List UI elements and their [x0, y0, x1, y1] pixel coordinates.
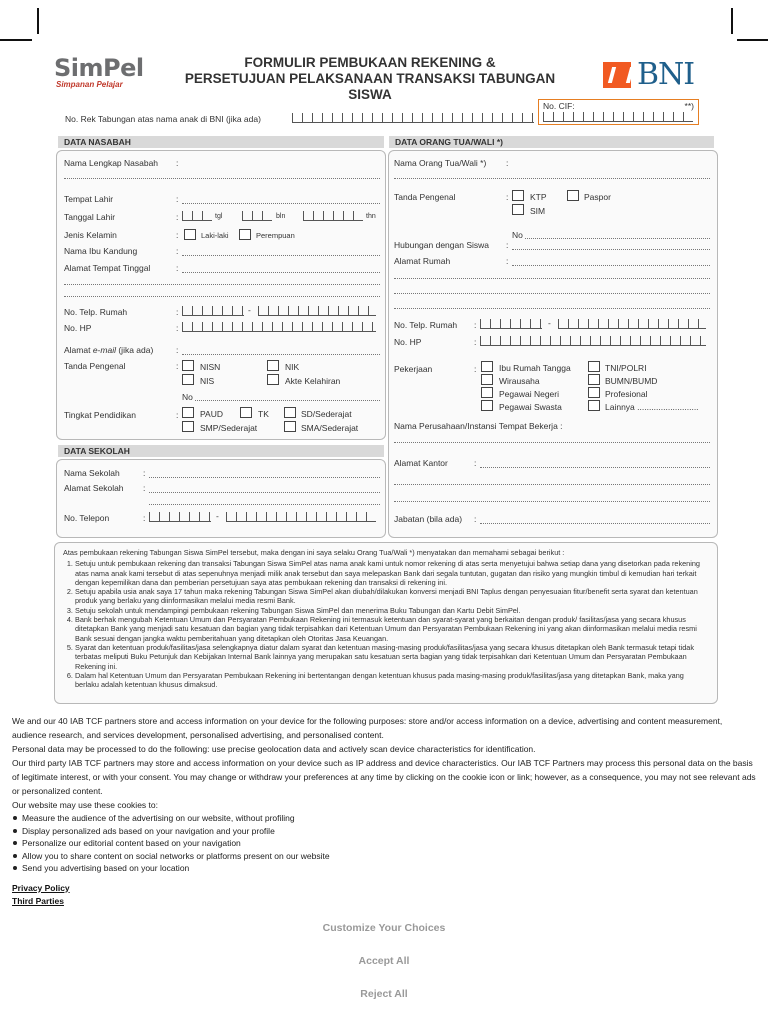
alamat-kantor-line-3[interactable]: [394, 501, 710, 502]
checkbox-sd[interactable]: [284, 407, 296, 418]
terms-item: 5. Syarat dan ketentuan produk/fasilitas/jasa selengkapnya diatur dalam syarat dan ketentuan masing-masing produk/fasilitas/jasa yang secara khusus ditetapkan oleh Bank termasuk tetapi tidak terbatas meliputi Buku Petunjuk dan Kebijakan Internal Bank lainnya yang merupakan satu kesatuan serta bagian yang tidak terpisahkan dari Ketentuan Umum dan Persyaratan Pembukaan Rekening ini.: [75, 643, 709, 671]
tni-label: TNI/POLRI: [605, 363, 647, 373]
colon: :: [506, 240, 509, 250]
crop-mark: [0, 39, 32, 41]
colon: :: [506, 192, 509, 202]
checkbox-akte[interactable]: [267, 374, 279, 385]
colon: :: [474, 514, 477, 524]
alamat-rumah-input[interactable]: [512, 265, 710, 266]
colon: :: [143, 513, 146, 523]
colon: :: [143, 483, 146, 493]
telp-rumah-area[interactable]: [182, 306, 244, 316]
crop-mark: [731, 8, 733, 34]
laki-label: Laki-laki: [201, 231, 229, 240]
crop-mark: [737, 39, 768, 41]
checkbox-irt[interactable]: [481, 361, 493, 372]
lainnya-label: Lainnya ..........................: [605, 402, 699, 412]
consent-paragraph: Our third party IAB TCF partners may store and access information on your device such as IP address and device characteristics. Our IAB TCF Partners may process this personal data on the basis of legitimate interest, or with your consent. You may change or withdraw your preferences at any time by clicking on the cookie icon or link; however, as a consequence, you may not see relevant ads or personalized content.: [12, 758, 756, 796]
thn-input[interactable]: [303, 211, 363, 221]
nik-label: NIK: [285, 362, 300, 372]
alamat-sekolah-input[interactable]: [149, 492, 380, 493]
hp-input[interactable]: [182, 322, 376, 332]
checkbox-bumn[interactable]: [588, 374, 600, 385]
terms-list: [63, 559, 709, 689]
label-tanda-pengenal-ortu: Tanda Pengenal: [394, 192, 456, 202]
terms-item: 2. Setuju apabila usia anak saya 17 tahun maka rekening Tabungan Siswa SimPel akan diubah/dilakukan konversi menjadi BNI Taplus dengan penyesuaian fitur/benefit serta syarat dan ketentuan produk yang berlaku yang diinformasikan melalui media resmi Bank.: [75, 587, 709, 606]
checkbox-nis[interactable]: [182, 374, 194, 385]
label-ibu-kandung: Nama Ibu Kandung: [64, 246, 138, 256]
consent-purpose-list: [12, 812, 756, 875]
colon: :: [474, 337, 477, 347]
cif-suffix: **): [684, 101, 694, 111]
colon: :: [506, 158, 509, 168]
checkbox-nik[interactable]: [267, 360, 279, 371]
telepon-sekolah-area[interactable]: [149, 512, 211, 522]
email-suffix: (jika ada): [115, 345, 154, 355]
alamat-rumah-line-4[interactable]: [394, 308, 710, 309]
consent-purpose-item: Measure the audience of the advertising on our website, without profiling: [12, 812, 756, 825]
consent-paragraph: We and our 40 IAB TCF partners store and access information on your device for the following purposes: store and/or access information on a device, advertising and content measurement, audience research, and services development, personalised advertising, and personalised content.: [12, 716, 723, 740]
alamat-input[interactable]: [182, 272, 380, 273]
cif-box: [538, 99, 699, 125]
label-tanda-pengenal: Tanda Pengenal: [64, 361, 126, 371]
accept-all-button[interactable]: Accept All: [0, 955, 768, 967]
dash: -: [216, 511, 219, 521]
checkbox-perempuan[interactable]: [239, 229, 251, 240]
label-alamat: Alamat Tempat Tinggal: [64, 263, 151, 273]
label-nama-nasabah: Nama Lengkap Nasabah: [64, 158, 159, 168]
perusahaan-input[interactable]: [394, 442, 710, 443]
telepon-sekolah-input[interactable]: [226, 512, 376, 522]
rek-label: No. Rek Tabungan atas nama anak di BNI (jika ada): [65, 114, 261, 124]
alamat-line-2[interactable]: [64, 284, 380, 285]
bln-input[interactable]: [242, 211, 272, 221]
wirausaha-label: Wirausaha: [499, 376, 540, 386]
form-title-line2: PERSETUJUAN PELAKSANAAN TRANSAKSI TABUNGAN SISWA: [184, 71, 556, 102]
swasta-label: Pegawai Swasta: [499, 402, 562, 412]
bln-label: bln: [276, 213, 286, 220]
nama-sekolah-input[interactable]: [149, 477, 380, 478]
colon: :: [474, 320, 477, 330]
colon: :: [176, 194, 179, 204]
ibu-kandung-input[interactable]: [182, 255, 380, 256]
checkbox-profesional[interactable]: [588, 387, 600, 398]
colon: :: [176, 246, 179, 256]
label-email: [64, 345, 153, 355]
bni-logo-text: BNI: [637, 57, 695, 92]
colon: :: [176, 323, 179, 333]
nama-nasabah-line[interactable]: [64, 178, 380, 179]
checkbox-tk[interactable]: [240, 407, 252, 418]
sim-label: SIM: [530, 206, 546, 216]
label-hp-ortu: No. HP: [394, 337, 422, 347]
label-nama-ortu: Nama Orang Tua/Wali *): [394, 158, 487, 168]
terms-item: 3. Setuju sekolah untuk mendampingi pembukaan rekening Tabungan Siswa SimPel dan menerima Buku Tabungan dan Kartu Debit SimPel.: [75, 606, 709, 615]
colon: :: [506, 256, 509, 266]
no-pengenal-label: No: [182, 392, 193, 402]
terms-intro: Atas pembukaan rekening Tabungan Siswa SimPel tersebut, maka dengan ini saya selaku Orang Tua/Wali *) menyatakan dan memahami sebagai berikut :: [63, 548, 565, 557]
cookie-consent-panel: [0, 704, 768, 1024]
checkbox-tni[interactable]: [588, 361, 600, 372]
tgl-label: tgl: [215, 213, 223, 220]
consent-paragraph: Personal data may be processed to do the following: use precise geolocation data and actively scan device characteristics for identification.: [12, 744, 536, 754]
privacy-policy-link[interactable]: Privacy Policy: [12, 882, 70, 893]
label-alamat-sekolah: Alamat Sekolah: [64, 483, 124, 493]
label-telepon-sekolah: No. Telepon: [64, 513, 110, 523]
telp-rumah-ortu-area[interactable]: [480, 319, 542, 329]
checkbox-paspor[interactable]: [567, 190, 579, 201]
profesional-label: Profesional: [605, 389, 648, 399]
alamat-line-3[interactable]: [64, 296, 380, 297]
checkbox-paud[interactable]: [182, 407, 194, 418]
alamat-sekolah-line-2[interactable]: [149, 504, 380, 505]
checkbox-ktp[interactable]: [512, 190, 524, 201]
checkbox-wirausaha[interactable]: [481, 374, 493, 385]
colon: :: [176, 212, 179, 222]
colon: :: [176, 361, 179, 371]
irt-label: Ibu Rumah Tangga: [499, 363, 571, 373]
dash: -: [548, 318, 551, 328]
colon: :: [176, 158, 179, 168]
dash: -: [248, 305, 251, 315]
label-telp-rumah: No. Telp. Rumah: [64, 307, 128, 317]
label-alamat-rumah: Alamat Rumah: [394, 256, 451, 266]
consent-paragraph: Our website may use these cookies to:: [12, 800, 158, 810]
tempat-lahir-input[interactable]: [182, 203, 380, 204]
bumn-label: BUMN/BUMD: [605, 376, 658, 386]
label-pekerjaan: Pekerjaan: [394, 364, 433, 374]
crop-mark: [37, 8, 39, 34]
label-jenis-kelamin: Jenis Kelamin: [64, 230, 117, 240]
terms-item: 4. Bank berhak mengubah Ketentuan Umum dan Persyaratan Pembukaan Rekening ini termasuk ketentuan dan syarat-syarat yang berkaitan dengan produk/ fasilitas/jasa yang secara khusus ditetapkan Bank yang menjadi satu kesatuan dan bagian yang tidak terpisahkan dari Ketentuan Umum dan Persyaratan Pembukaan Rekening ini yang akan diinformasikan melalui media resmi Bank sesuai dengan jangka waktu pemberitahuan yang ditetapkan oleh Otoritas Jasa Keuangan.: [75, 615, 709, 643]
customize-choices-button[interactable]: Customize Your Choices: [0, 922, 768, 934]
checkbox-sim[interactable]: [512, 204, 524, 215]
checkbox-swasta[interactable]: [481, 400, 493, 411]
checkbox-sma[interactable]: [284, 421, 296, 432]
terms-item: 1. Setuju untuk pembukaan rekening dan transaksi Tabungan Siswa SimPel atas nama anak kami untuk nomor rekening di atas serta menyetujui bahwa setiap dana yang disetorkan pada rekening atas nama anak kami tersebut di atas sepenuhnya menjadi milik anak tersebut dan saya melepaskan Bank dari segala tuntutan, gugatan dan risiko yang mungkin timbul di kemudian hari terkait dengan kepemilikan dana dan pemberian persetujuan saya atas pembukaan rekening dan transaksi di rekening ini.: [75, 559, 709, 587]
cif-label: No. CIF:: [543, 101, 575, 111]
colon: :: [176, 307, 179, 317]
consent-purpose-item: Personalize our editorial content based on your navigation: [12, 837, 756, 850]
colon: :: [176, 410, 179, 420]
hubungan-input[interactable]: [512, 249, 710, 250]
ktp-label: KTP: [530, 192, 547, 202]
telp-rumah-input[interactable]: [258, 306, 376, 316]
alamat-rumah-line-3[interactable]: [394, 293, 710, 294]
pns-label: Pegawai Negeri: [499, 389, 560, 399]
cif-input[interactable]: [543, 112, 693, 122]
label-hp: No. HP: [64, 323, 92, 333]
terms-item: 6. Dalam hal Ketentuan Umum dan Persyaratan Pembukaan Rekening ini bertentangan dengan ketentuan khusus pada masing-masing produk/fasilitas/jasa yang ditetapkan Bank, maka yang berlaku adalah ketentuan khusus dimaksud.: [75, 671, 709, 690]
simpel-logo-subtitle: Simpanan Pelajar: [56, 80, 123, 89]
checkbox-pns[interactable]: [481, 387, 493, 398]
no-pengenal-ortu-input[interactable]: [525, 238, 710, 239]
form-title-line1: FORMULIR PEMBUKAAN REKENING &: [244, 55, 496, 70]
email-input[interactable]: [182, 354, 380, 355]
tgl-input[interactable]: [182, 211, 212, 221]
section-data-nasabah: DATA NASABAH: [58, 136, 384, 148]
nis-label: NIS: [200, 376, 215, 386]
label-telp-rumah-ortu: No. Telp. Rumah: [394, 320, 458, 330]
reject-all-button[interactable]: Reject All: [0, 988, 768, 1000]
nisn-label: NISN: [200, 362, 221, 372]
paspor-label: Paspor: [584, 192, 611, 202]
spacer: [12, 875, 756, 882]
email-em: e-mail: [92, 345, 116, 355]
section-data-orangtua: DATA ORANG TUA/WALI *): [389, 136, 714, 148]
alamat-rumah-line-2[interactable]: [394, 278, 710, 279]
smp-label: SMP/Sederajat: [200, 423, 258, 433]
consent-purpose-item: Send you advertising based on your location: [12, 862, 756, 875]
sd-label: SD/Sederajat: [301, 409, 352, 419]
colon: :: [143, 468, 146, 478]
hp-ortu-input[interactable]: [480, 336, 706, 346]
no-pengenal-ortu-label: No: [512, 230, 523, 240]
bni-mark-icon: [603, 62, 631, 88]
label-hubungan: Hubungan dengan Siswa: [394, 240, 489, 250]
colon: :: [176, 263, 179, 273]
colon: :: [176, 230, 179, 240]
section-data-sekolah: DATA SEKOLAH: [58, 445, 384, 457]
label-jabatan: Jabatan (bila ada): [394, 514, 463, 524]
label-pendidikan: Tingkat Pendidikan: [64, 410, 136, 420]
consent-purpose-item: Display personalized ads based on your navigation and your profile: [12, 825, 756, 838]
label-perusahaan: Nama Perusahaan/Instansi Tempat Bekerja :: [394, 421, 563, 431]
label-nama-sekolah: Nama Sekolah: [64, 468, 120, 478]
simpel-logo: SimPel: [54, 54, 144, 82]
checkbox-nisn[interactable]: [182, 360, 194, 371]
no-pengenal-input[interactable]: [195, 400, 380, 401]
form-title: [170, 55, 570, 103]
label-tempat-lahir: Tempat Lahir: [64, 194, 114, 204]
checkbox-smp[interactable]: [182, 421, 194, 432]
jabatan-input[interactable]: [480, 523, 710, 524]
telp-rumah-ortu-input[interactable]: [558, 319, 706, 329]
rek-input[interactable]: [292, 113, 534, 123]
checkbox-laki[interactable]: [184, 229, 196, 240]
email-prefix: Alamat: [64, 345, 93, 355]
checkbox-lainnya[interactable]: [588, 400, 600, 411]
third-parties-link[interactable]: Third Parties: [12, 895, 64, 906]
sma-label: SMA/Sederajat: [301, 423, 359, 433]
alamat-kantor-line-2[interactable]: [394, 484, 710, 485]
thn-label: thn: [366, 213, 376, 220]
bni-logo: [603, 57, 694, 92]
terms-panel: [54, 542, 718, 704]
consent-purpose-item: Allow you to share content on social networks or platforms present on our website: [12, 850, 756, 863]
colon: :: [474, 364, 477, 374]
perempuan-label: Perempuan: [256, 231, 295, 240]
label-tanggal-lahir: Tanggal Lahir: [64, 212, 116, 222]
colon: :: [176, 345, 179, 355]
alamat-kantor-input[interactable]: [480, 467, 710, 468]
paud-label: PAUD: [200, 409, 223, 419]
label-alamat-kantor: Alamat Kantor: [394, 458, 448, 468]
colon: :: [474, 458, 477, 468]
nama-ortu-line[interactable]: [394, 178, 710, 179]
akte-label: Akte Kelahiran: [285, 376, 341, 386]
tk-label: TK: [258, 409, 269, 419]
